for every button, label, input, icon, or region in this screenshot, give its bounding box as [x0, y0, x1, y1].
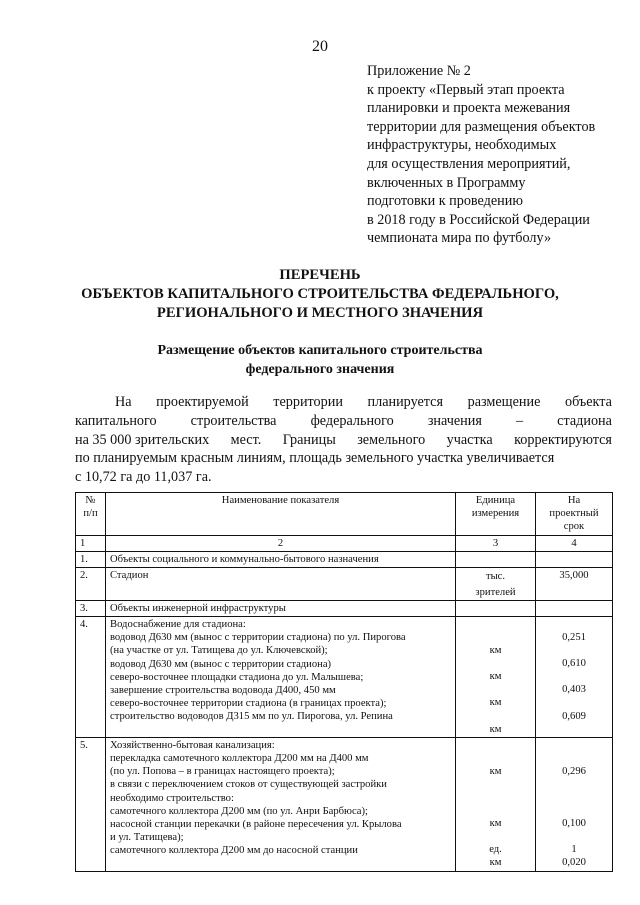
appendix-line: к проекту «Первый этап проекта	[367, 81, 565, 98]
row-line: северо-восточнее территории стадиона (в границах проекта);	[110, 698, 387, 710]
row-number: 3.	[76, 600, 106, 616]
col-index: 1	[76, 536, 106, 552]
word: мест.	[230, 431, 262, 448]
row-number: 1.	[76, 552, 106, 568]
row-line: завершение строительства водовода Д400, 450 мм	[110, 685, 336, 697]
value-text: 0,296	[562, 765, 586, 777]
word: планируется	[367, 394, 443, 410]
row-value	[536, 617, 613, 738]
row-unit	[456, 617, 536, 738]
value-text: 0,403	[562, 684, 586, 696]
row-unit	[456, 737, 536, 871]
header-text: На	[567, 495, 581, 506]
value-text: 0,251	[562, 632, 586, 644]
header-text: срок	[563, 521, 585, 533]
word: На	[115, 394, 132, 410]
title-line: РЕГИОНАЛЬНОГО И МЕСТНОГО ЗНАЧЕНИЯ	[156, 305, 484, 321]
word: земельного	[357, 431, 426, 448]
row-line: водовод Д630 мм (вынос с территории стадиона) по ул. Пирогова	[110, 632, 406, 644]
row-value: 35,000	[536, 568, 613, 600]
row-line: (на участке от ул. Татищева до ул. Ключевской);	[110, 645, 328, 657]
table-row	[76, 568, 613, 600]
row-name: Объекты инженерной инфраструктуры	[106, 600, 456, 616]
paragraph-line	[75, 412, 612, 431]
value-text: 0,609	[562, 710, 586, 722]
row-value	[536, 600, 613, 616]
word: федерального	[310, 412, 394, 429]
row-line: самотечного коллектора Д200 мм до насосной станции	[110, 845, 358, 857]
title-line: ПЕРЕЧЕНЬ	[279, 267, 361, 283]
appendix-line: для осуществления мероприятий,	[367, 155, 571, 172]
table-row	[76, 552, 613, 568]
word: территории	[273, 394, 343, 410]
header-unit	[456, 493, 536, 536]
row-unit	[456, 600, 536, 616]
row-line: Водоснабжение для стадиона:	[110, 619, 246, 631]
unit-text: ед.	[489, 844, 502, 856]
row-line: насосной станции перекачки (в районе пересечения ул. Крылова	[110, 819, 402, 831]
section-subtitle	[0, 341, 640, 379]
paragraph-line	[75, 431, 612, 450]
appendix-line: территории для размещения объектов	[367, 118, 596, 135]
row-line: северо-восточнее площадки стадиона до ул. Малышева;	[110, 671, 364, 683]
unit-text: км	[489, 671, 502, 683]
appendix-note	[367, 62, 629, 248]
table-row	[76, 617, 613, 738]
row-number: 5.	[76, 737, 106, 871]
header-num	[76, 493, 106, 536]
row-name: Объекты социального и коммунально-бытового назначения	[106, 552, 456, 568]
unit-text: км	[489, 857, 502, 869]
unit-text: км	[489, 645, 502, 657]
paragraph-line	[75, 449, 612, 468]
unit-text: км	[489, 723, 502, 735]
word: Границы	[282, 431, 336, 448]
row-unit	[456, 552, 536, 568]
header-text: измерения	[471, 508, 520, 520]
document-title	[0, 266, 640, 323]
row-value	[536, 552, 613, 568]
header-value	[536, 493, 613, 536]
row-name: Стадион	[106, 568, 456, 600]
row-line: необходимо строительство:	[110, 792, 234, 804]
col-index: 3	[456, 536, 536, 552]
appendix-line: чемпионата мира по футболу»	[367, 230, 552, 247]
header-text: №	[85, 495, 96, 506]
row-line: строительство водоводов Д315 мм по ул. Пирогова, ул. Репина	[110, 711, 393, 723]
appendix-line: в 2018 году в Российской Федерации	[367, 211, 590, 228]
word: по планируемым красным линиям, площадь земельного участка увеличивается	[75, 450, 555, 467]
word: значения	[427, 412, 482, 429]
row-line: перекладка самотечного коллектора Д200 мм на Д400 мм	[110, 753, 369, 765]
value-text: 0,020	[562, 857, 586, 869]
row-line: Хозяйственно-бытовая канализация:	[110, 739, 275, 751]
row-unit	[456, 568, 536, 600]
page-number: 20	[312, 38, 328, 55]
row-name	[106, 737, 456, 871]
value-text: 0,610	[562, 658, 586, 670]
word: строительства	[190, 412, 277, 429]
unit-text: зрителей	[475, 586, 516, 598]
appendix-line: подготовки к проведению	[367, 193, 523, 210]
title-line: ОБЪЕКТОВ КАПИТАЛЬНОГО СТРОИТЕЛЬСТВА ФЕДЕРАЛЬНОГО,	[81, 286, 559, 302]
appendix-line: инфраструктуры, необходимых	[367, 137, 557, 154]
row-line: и ул. Татищева);	[110, 832, 184, 844]
header-text: Единица	[475, 495, 516, 506]
col-index: 4	[536, 536, 613, 552]
paragraph-line: с 10,72 га до 11,037 га.	[75, 469, 212, 486]
row-value	[536, 737, 613, 871]
row-line: (по ул. Попова – в границах настоящего проекта);	[110, 766, 335, 778]
header-text: проектный	[549, 508, 599, 520]
word: объекта	[564, 394, 612, 410]
row-number: 4.	[76, 617, 106, 738]
header-text: п/п	[83, 508, 98, 520]
word: стадиона	[557, 412, 612, 429]
unit-text: тыс.	[485, 571, 506, 583]
objects-table	[75, 492, 613, 872]
col-index: 2	[106, 536, 456, 552]
value-text: 1	[571, 844, 577, 856]
row-line: водовод Д630 мм (вынос с территории стадиона)	[110, 658, 332, 670]
table-row	[76, 600, 613, 616]
row-line: в связи с переключением стоков от существующей застройки	[110, 779, 387, 791]
word: на 35 000 зрительских	[75, 431, 210, 448]
row-number: 2.	[76, 568, 106, 600]
row-name	[106, 617, 456, 738]
word: капитального	[75, 412, 157, 429]
unit-text: км	[489, 818, 502, 830]
word: –	[515, 412, 524, 429]
paragraph-line	[75, 393, 612, 412]
table-row	[76, 737, 613, 871]
appendix-line: планировки и проекта межевания	[367, 100, 571, 117]
header-name: Наименование показателя	[106, 493, 456, 536]
subtitle-line: федерального значения	[245, 362, 395, 377]
unit-text: км	[489, 697, 502, 709]
body-paragraph	[75, 393, 612, 487]
word: участка	[446, 431, 493, 448]
row-line: самотечного коллектора Д200 мм (по ул. Анри Барбюса);	[110, 805, 368, 817]
appendix-line: Приложение № 2	[367, 63, 471, 79]
table-header-row	[76, 493, 613, 536]
word: размещение	[467, 394, 541, 410]
word: корректируются	[514, 431, 612, 448]
value-text: 0,100	[562, 818, 586, 830]
unit-text: км	[489, 765, 502, 777]
word: проектируемой	[156, 394, 249, 410]
subtitle-line: Размещение объектов капитального строительства	[157, 343, 483, 358]
appendix-line: включенных в Программу	[367, 174, 526, 191]
column-index-row	[76, 536, 613, 552]
